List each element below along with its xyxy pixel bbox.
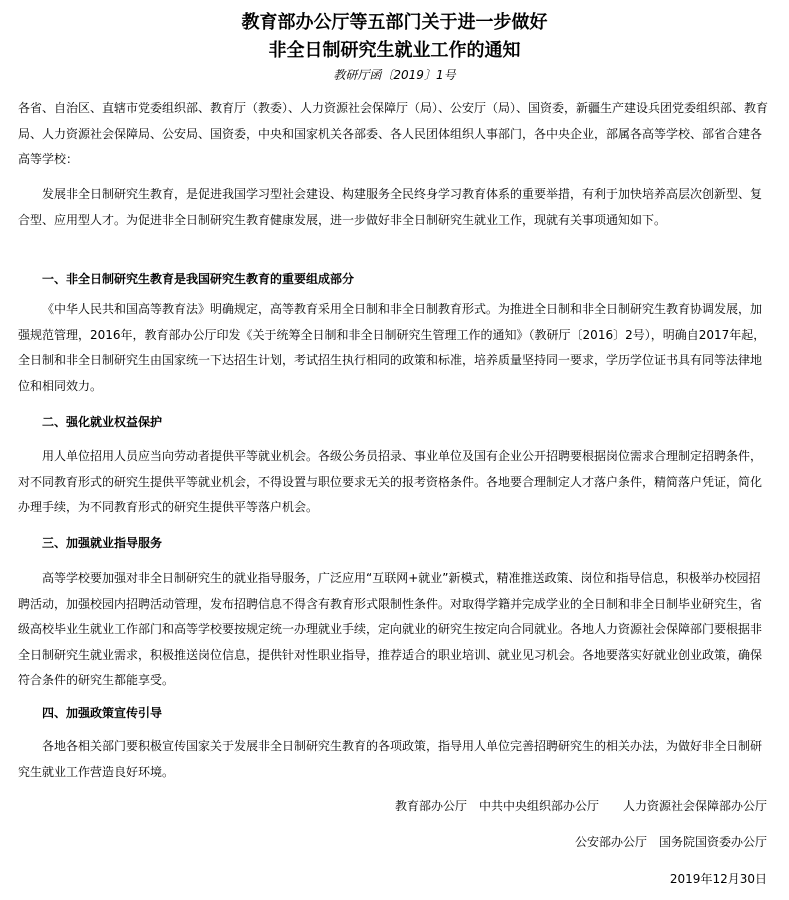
- addressee-paragraph: 各省、自治区、直辖市党委组织部、教育厅（教委）、人力资源社会保障厅（局）、公安厅（局）、国资委，新疆生产建设兵团党委组织部、教育局、人力资源社会保障局、公安局、国资委，中央和国家机关各部委、各人民团体组织人事部门，各中央企业，部属各高等学校、部省合建各高等学校：: [18, 101, 769, 166]
- signatories-line2: 公安部办公厅 国务院国资委办公厅: [574, 835, 767, 849]
- section-3-heading: 三、加强就业指导服务: [42, 536, 163, 550]
- document-number: 教研厅函〔2019〕1号: [333, 68, 456, 82]
- document-title-line2: 非全日制研究生就业工作的通知: [268, 40, 521, 61]
- section-4-body: 各地各相关部门要积极宣传国家关于发展非全日制研究生教育的各项政策，指导用人单位完善招聘研究生的相关办法，为做好非全日制研究生就业工作营造良好环境。: [18, 739, 763, 779]
- section-2-body: 用人单位招用人员应当向劳动者提供平等就业机会。各级公务员招录、事业单位及国有企业公开招聘要根据岗位需求合理制定招聘条件，对不同教育形式的研究生提供平等就业机会，不得设置与职位要求无关的报考资格条件。各地要合理制定人才落户条件，精简落户凭证，简化办理手续，为不同教育形式的研究生提供平等落户机会。: [18, 449, 763, 514]
- document-title-line1: 教育部办公厅等五部门关于进一步做好: [241, 12, 548, 33]
- section-4-heading: 四、加强政策宣传引导: [42, 706, 163, 720]
- intro-paragraph: 发展非全日制研究生教育，是促进我国学习型社会建设、构建服务全民终身学习教育体系的重要举措，有利于加快培养高层次创新型、复合型、应用型人才。为促进非全日制研究生教育健康发展，进一步做好非全日制研究生就业工作，现就有关事项通知如下。: [18, 187, 763, 227]
- document-date: 2019年12月30日: [669, 872, 767, 886]
- section-1-heading: 一、非全日制研究生教育是我国研究生教育的重要组成部分: [42, 272, 355, 286]
- section-1-body: 《中华人民共和国高等教育法》明确规定，高等教育采用全日制和非全日制教育形式。为推进全日制和非全日制研究生教育协调发展，加强规范管理，2016年，教育部办公厅印发《关于统筹全日制和非全日制研究生管理工作的通知》（教研厅〔2016〕2号），明确自2017年起，全日制和非全日制研究生由国家统一下达招生计划，考试招生执行相同的政策和标准，培养质量坚持同一要求，学历学位证书具有同等法律地位和相同效力。: [18, 302, 766, 393]
- section-3-body: 高等学校要加强对非全日制研究生的就业指导服务，广泛应用“互联网+就业”新模式，精准推送政策、岗位和指导信息，积极举办校园招聘活动，加强校园内招聘活动管理，发布招聘信息不得含有教育形式限制性条件。对取得学籍并完成学业的全日制和非全日制毕业研究生，省级高校毕业生就业工作部门和高等学校要按规定统一办理就业手续，定向就业的研究生按定向合同就业。各地人力资源社会保障部门要根据非全日制研究生就业需求，积极推送岗位信息，提供针对性职业指导，推荐适合的职业培训、就业见习机会。各地要落实好就业创业政策，确保符合条件的研究生都能享受。: [18, 571, 763, 687]
- signatories-line1: 教育部办公厅 中共中央组织部办公厅 人力资源社会保障部办公厅: [394, 799, 767, 813]
- section-2-heading: 二、强化就业权益保护: [42, 415, 163, 429]
